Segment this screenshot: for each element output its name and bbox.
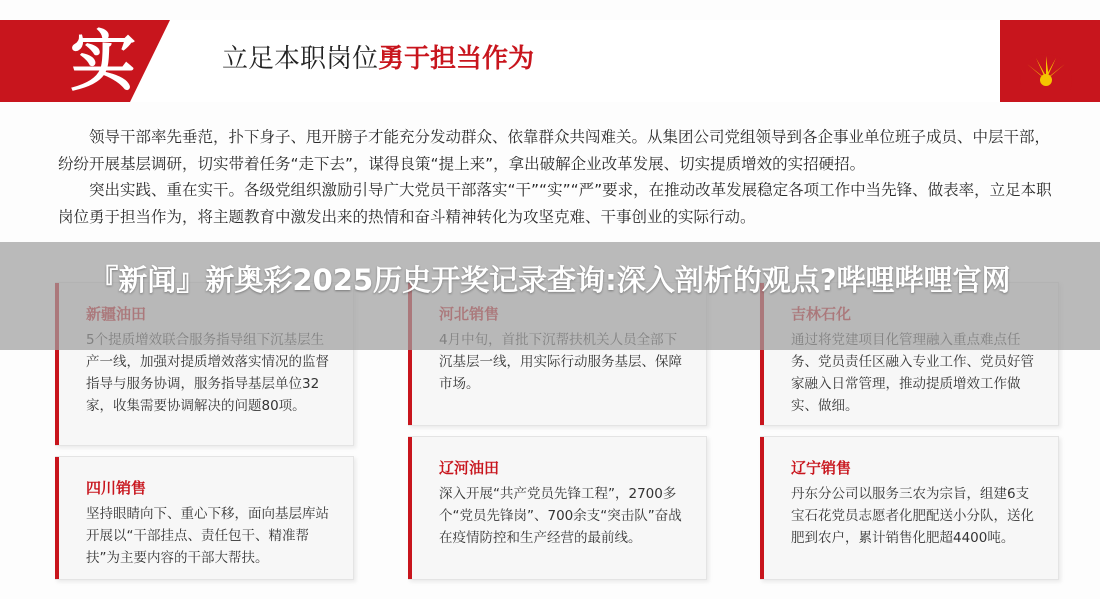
card-title: 辽宁销售	[791, 459, 852, 477]
card-body: 丹东分公司以服务三农为宗旨，组建6支宝石花党员志愿者化肥配送小分队，送化肥到农户，累计销售化肥超4400吨。	[791, 486, 1034, 546]
card-body: 务、党员责任区融入专业工作、党员好管家融入日常管理，推动提质增效工作做实、做细。	[791, 354, 1034, 414]
banner-title	[222, 46, 534, 72]
card-sichuan	[55, 456, 354, 580]
banner-big-character: 实	[70, 22, 136, 100]
card-title: 辽河油田	[439, 459, 500, 477]
card-body: 深入开展“共产党员先锋工程”，2700多个“党员先锋岗”、700余支“突击队”奋战在疫情防控和生产经营的最前线。	[439, 486, 682, 546]
card-accent-bar	[408, 437, 412, 579]
card-liaohe	[408, 436, 707, 580]
paragraph-1: 领导干部率先垂范，扑下身子、甩开膀子才能充分发动群众、依靠群众共闯难关。从集团公司党组领导到各企事业单位班子成员、中层干部，纷纷开展基层调研，切实带着任务“走下去”，谋得良策“提上来”，拿出破解企业改革发展、切实提质增效的实招硬招。	[58, 128, 1051, 173]
card-accent-bar	[55, 457, 59, 579]
paragraph-2: 突出实践、重在实干。各级党组织激励引导广大党员干部落实“干”“实”“严”要求，在推动改革发展稳定各项工作中当先锋、做表率，立足本职岗位勇于担当作为，将主题教育中激发出来的热情和奋斗精神转化为攻坚克难、干事创业的实际行动。	[58, 181, 1052, 226]
header-banner	[0, 20, 1100, 102]
card-liaoning	[760, 436, 1059, 580]
card-body: 坚持眼睛向下、重心下移，面向基层库站开展以“干部挂点、责任包干、精准帮扶”为主要内容的干部大帮扶。	[86, 506, 329, 566]
banner-title-plain: 立足本职岗位	[222, 44, 379, 74]
card-body: 沉基层一线，用实际行动服务基层、保障市场。	[439, 354, 682, 392]
overlay-headline: 『新闻』新奥彩2025历史开奖记录查询:深入剖析的观点?哔哩哔哩官网	[89, 263, 1011, 297]
petrochina-logo-icon	[1016, 52, 1076, 102]
banner-white-panel	[0, 20, 1100, 102]
card-title: 四川销售	[86, 479, 147, 497]
banner-title-accent: 勇于担当作为	[378, 44, 535, 74]
card-body: 产一线，加强对提质增效落实情况的监督指导与服务协调，服务指导基层单位32家，收集需要协调解决的问题80项。	[86, 354, 329, 414]
card-accent-bar	[760, 437, 764, 579]
